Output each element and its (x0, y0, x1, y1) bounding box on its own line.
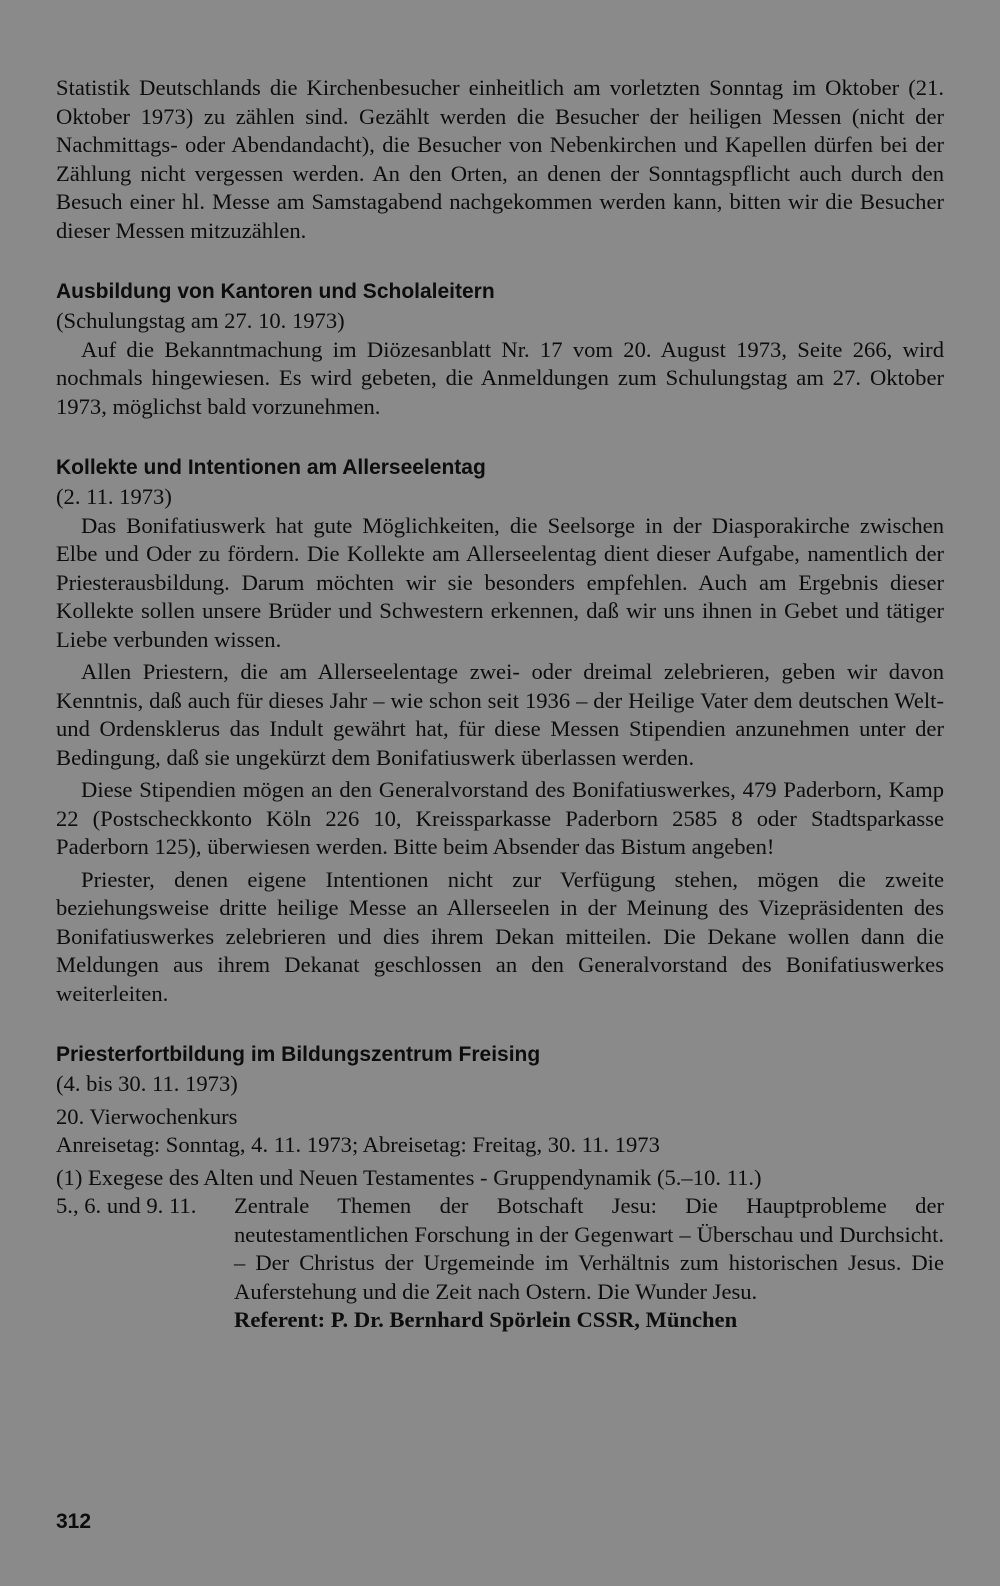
section-heading: Kollekte und Intentionen am Allerseelentag (56, 456, 486, 479)
course-title: 20. Vierwochenkurs (56, 1103, 238, 1129)
section-paragraph: Diese Stipendien mögen an den Generalvorstand des Bonifatiuswerkes, 479 Paderborn, Kamp 22 (Postscheckkonto Köln 226 10, Kreissparkasse Paderborn 2585 8 oder Stadtsparkasse Paderborn 125), überwiesen werden. Bitte beim Absender das Bistum angeben! (56, 777, 944, 859)
entry-body (234, 1192, 944, 1335)
section-paragraph: Priester, denen eigene Intentionen nicht zur Verfügung stehen, mögen die zweite beziehungsweise dritte heilige Messe an Allerseelen in der Meinung des Vizepräsidenten des Bonifatiuswerkes zelebrieren und dies ihrem Dekan mitteilen. Die Dekane wollen dann die Meldungen aus ihrem Dekanat geschlossen an den Generalvorstand des Bonifatiuswerkes weiterleiten. (56, 866, 944, 1006)
entry-date: 5., 6. und 9. 11. (56, 1193, 197, 1218)
section-priesterfortbildung (56, 1040, 944, 1335)
travel-dates: Anreisetag: Sonntag, 4. 11. 1973; Abreisetag: Freitag, 30. 11. 1973 (56, 1132, 660, 1157)
section-subheading: (Schulungstag am 27. 10. 1973) (56, 308, 345, 333)
section-kollekte (56, 453, 944, 1008)
schedule-entry (56, 1192, 944, 1335)
section-kantoren (56, 277, 944, 421)
section-paragraph: Allen Priestern, die am Allerseelentage zwei- oder dreimal zelebrieren, geben wir davon Kenntnis, daß auch für dieses Jahr – wie schon seit 1936 – der Heilige Vater dem deutschen Welt- und Ordensklerus das Indult gewährt hat, für diese Messen Stipendien anzunehmen unter der Bedingung, daß sie ungekürzt dem Bonifatiuswerk überlassen werden. (56, 659, 944, 770)
entry-text: Zentrale Themen der Botschaft Jesu: Die Hauptprobleme der neutestamentlichen Forschung in der Gegenwart – Überschau und Durchsicht. – Der Christus der Urgemeinde im Verhältnis zum historischen Jesus. Die Auferstehung und die Zeit nach Ostern. Die Wunder Jesu. (234, 1193, 944, 1304)
entry-referent: Referent: P. Dr. Bernhard Spörlein CSSR, München (234, 1307, 738, 1332)
page-number: 312 (56, 1510, 92, 1533)
page-body (56, 74, 944, 1335)
course-topic: (1) Exegese des Alten und Neuen Testamentes - Gruppendynamik (5.–10. 11.) (56, 1164, 762, 1190)
section-paragraph: Das Bonifatiuswerk hat gute Möglichkeiten, die Seelsorge in der Diasporakirche zwischen Elbe und Oder zu fördern. Die Kollekte am Allerseelentag dient dieser Aufgabe, namentlich der Priesterausbildung. Darum möchten wir sie besonders empfehlen. Auch am Ergebnis dieser Kollekte sollen unsere Brüder und Schwestern erkennen, daß wir uns ihnen in Gebet und tätiger Liebe verbunden wissen. (56, 512, 944, 652)
section-heading: Priesterfortbildung im Bildungszentrum Freising (56, 1043, 541, 1066)
section-paragraph: Auf die Bekanntmachung im Diözesanblatt Nr. 17 vom 20. August 1973, Seite 266, wird nochmals hingewiesen. Es wird gebeten, die Anmeldungen zum Schulungstag am 27. Oktober 1973, möglichst bald vorzunehmen. (56, 336, 944, 419)
section-heading: Ausbildung von Kantoren und Scholaleitern (56, 280, 495, 303)
section-subheading: (4. bis 30. 11. 1973) (56, 1071, 238, 1096)
section-subheading: (2. 11. 1973) (56, 484, 172, 509)
intro-paragraph: Statistik Deutschlands die Kirchenbesucher einheitlich am vorletzten Sonntag im Oktober (21. Oktober 1973) zu zählen sind. Gezählt werden die Besucher der heiligen Messen (nicht der Nachmittags- oder Abendandacht), die Besucher von Nebenkirchen und Kapellen dürfen bei der Zählung nicht vergessen werden. An den Orten, an denen der Sonntagspflicht auch durch den Besuch einer hl. Messe am Samstagabend nachgekommen werden kann, bitten wir die Besucher dieser Messen mitzuzählen. (56, 75, 944, 243)
